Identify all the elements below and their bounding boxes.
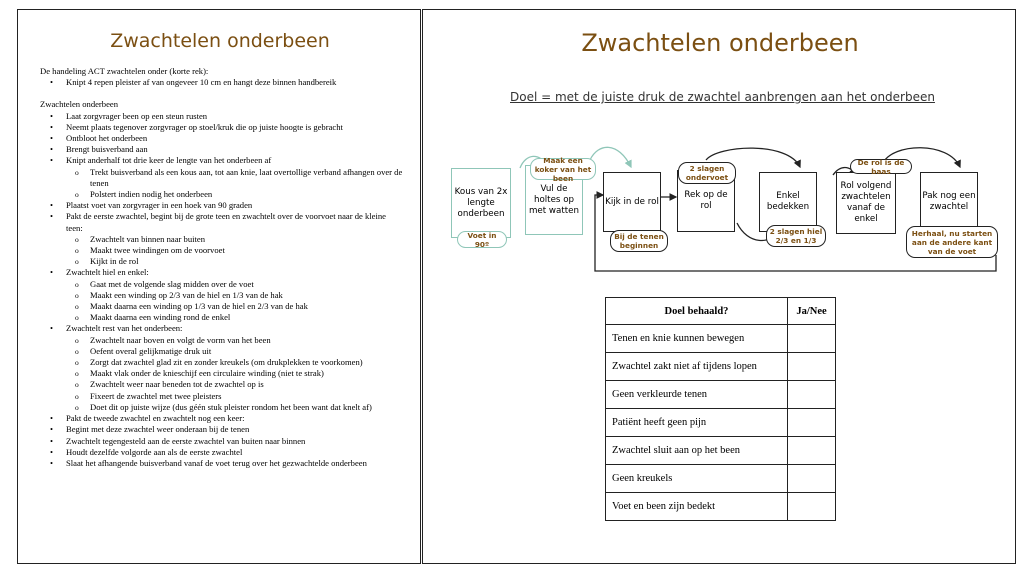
sub-list-item: o Maakt daarna een winding op 1/3 van de hiel en 2/3 van de hak — [40, 301, 403, 312]
table-cell-answer — [788, 381, 836, 409]
note-koker: Maak een koker van het been — [530, 158, 596, 180]
sub-list-item: o Kijkt in de rol — [40, 256, 403, 267]
note-rol-baas: De rol is de baas — [850, 159, 912, 174]
table-cell-answer — [788, 465, 836, 493]
table-row — [606, 381, 836, 409]
section-title: Zwachtelen onderbeen — [40, 99, 119, 110]
sub-list-item: o Fixeert de zwachtel met twee pleisters — [40, 391, 403, 402]
sub-list-item: o Gaat met de volgende slag midden over de voet — [40, 279, 403, 290]
sub-list-item: o Zwachtelt weer naar beneden tot de zwachtel op is — [40, 379, 403, 390]
step-7: Pak nog een zwachtel — [920, 172, 978, 232]
list-item: • Laat zorgvrager been op een steun rusten — [40, 111, 403, 122]
step-2: Vul de holtes op met watten — [525, 165, 583, 235]
table-cell-criterion: Geen kreukels — [606, 465, 788, 493]
sub-list-item: o Maakt een winding op 2/3 van de hiel en 1/3 van de hak — [40, 290, 403, 301]
sub-list-item: o Trekt buisverband als een kous aan, tot aan knie, laat overtollige verband afhangen over de tenen — [40, 167, 403, 189]
table-row — [606, 437, 836, 465]
table-cell-answer — [788, 409, 836, 437]
table-header-goal: Doel behaald? — [606, 298, 788, 325]
flow-diagram — [448, 135, 1008, 285]
procedure-text — [40, 66, 403, 469]
sub-list-item: o Polstert indien nodig het onderbeen — [40, 189, 403, 200]
note-herhaal: Herhaal, nu starten aan de andere kant van de voet — [906, 226, 998, 258]
goal-checklist-table — [605, 297, 836, 521]
step-5: Enkel bedekken — [759, 172, 817, 232]
table-cell-criterion: Tenen en knie kunnen bewegen — [606, 325, 788, 353]
list-item: • Begint met deze zwachtel weer onderaan bij de tenen — [40, 424, 403, 435]
note-slagen-ondervoet: 2 slagen ondervoet — [678, 162, 736, 184]
sub-list-item: o Zwachtelt naar boven en volgt de vorm van het been — [40, 335, 403, 346]
sub-list-item: o Maakt vlak onder de knieschijf een circulaire winding (niet te strak) — [40, 368, 403, 379]
table-row — [606, 493, 836, 521]
list-item: • Knipt anderhalf tot drie keer de lengte van het onderbeen af — [40, 155, 403, 166]
table-row — [606, 409, 836, 437]
table-cell-answer — [788, 437, 836, 465]
list-item: • Brengt buisverband aan — [40, 144, 403, 155]
sub-list-item: o Doet dit op juiste wijze (dus géén stuk pleister rondom het been want dat knelt af) — [40, 402, 403, 413]
intro-item: • Knipt 4 repen pleister af van ongeveer 10 cm en hangt deze binnen handbereik — [40, 77, 403, 88]
intro-line: De handeling ACT zwachtelen onder (korte rek): — [40, 66, 209, 76]
table-cell-criterion: Zwachtel sluit aan op het been — [606, 437, 788, 465]
step-3: Kijk in de rol — [603, 172, 661, 232]
table-cell-criterion: Geen verkleurde tenen — [606, 381, 788, 409]
note-slagen-hiel: 2 slagen hiel 2/3 en 1/3 — [766, 225, 826, 247]
sub-list-item: o Zwachtelt van binnen naar buiten — [40, 234, 403, 245]
list-item: • Zwachtelt rest van het onderbeen: — [40, 323, 403, 334]
left-slide — [17, 9, 421, 564]
list-item: • Zwachtelt hiel en enkel: — [40, 267, 403, 278]
list-item: • Pakt de tweede zwachtel en zwachtelt nog een keer: — [40, 413, 403, 424]
list-item: • Zwachtelt tegengesteld aan de eerste zwachtel van buiten naar binnen — [40, 436, 403, 447]
list-item: • Slaat het afhangende buisverband vanaf de voet terug over het gezwachtelde onderbeen — [40, 458, 403, 469]
table-row — [606, 325, 836, 353]
note-voet-90: Voet in 90º — [457, 231, 507, 248]
step-1: Kous van 2x lengte onderbeen — [451, 168, 511, 238]
table-header-yes-no: Ja/Nee — [788, 298, 836, 325]
table-cell-answer — [788, 493, 836, 521]
sub-list-item: o Maakt daarna een winding rond de enkel — [40, 312, 403, 323]
table-row — [606, 353, 836, 381]
list-item: • Houdt dezelfde volgorde aan als de eerste zwachtel — [40, 447, 403, 458]
table-row — [606, 465, 836, 493]
step-6: Rol volgend zwachtelen vanaf de enkel — [836, 172, 896, 234]
list-item: • Plaatst voet van zorgvrager in een hoek van 90 graden — [40, 200, 403, 211]
table-header-row — [606, 298, 836, 325]
table-cell-criterion: Voet en been zijn bedekt — [606, 493, 788, 521]
table-cell-answer — [788, 353, 836, 381]
left-slide-title: Zwachtelen onderbeen — [110, 30, 330, 52]
sub-list-item: o Oefent overal gelijkmatige druk uit — [40, 346, 403, 357]
goal-text: Doel = met de juiste druk de zwachtel aanbrengen aan het onderbeen — [510, 90, 935, 104]
sub-list-item: o Maakt twee windingen om de voorvoet — [40, 245, 403, 256]
right-slide — [422, 9, 1016, 564]
step-4: Rek op de rol — [677, 170, 735, 232]
right-slide-title: Zwachtelen onderbeen — [581, 29, 859, 57]
list-item: • Ontbloot het onderbeen — [40, 133, 403, 144]
table-cell-criterion: Zwachtel zakt niet af tijdens lopen — [606, 353, 788, 381]
list-item: • Pakt de eerste zwachtel, begint bij de grote teen en zwachtelt over de voorvoet naar de kleine teen: — [40, 211, 403, 233]
arrow-teal-2 — [590, 147, 631, 167]
table-cell-answer — [788, 325, 836, 353]
table-cell-criterion: Patiënt heeft geen pijn — [606, 409, 788, 437]
list-item: • Neemt plaats tegenover zorgvrager op stoel/kruk die op juiste hoogte is gebracht — [40, 122, 403, 133]
note-tenen-beginnen: Bij de tenen beginnen — [610, 230, 668, 252]
sub-list-item: o Zorgt dat zwachtel glad zit en zonder kreukels (om drukplekken te voorkomen) — [40, 357, 403, 368]
